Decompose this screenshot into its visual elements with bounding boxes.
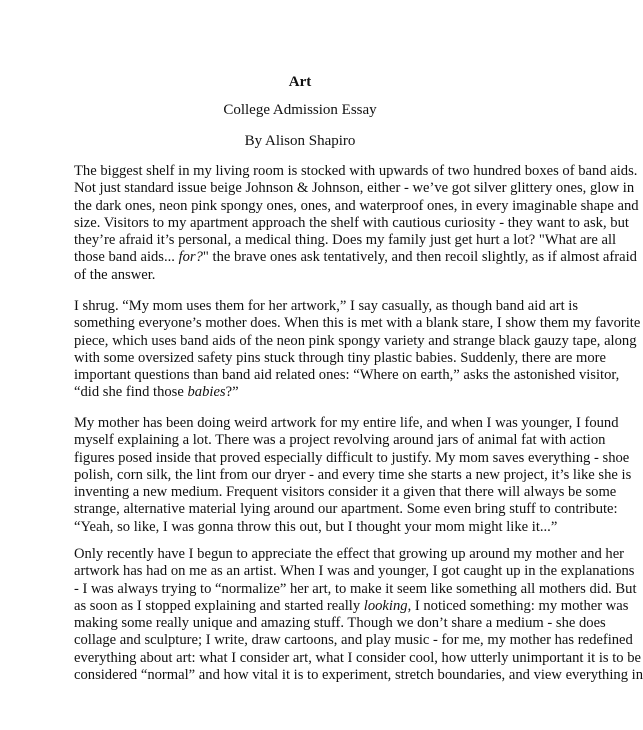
paragraph-line: artwork has had on me as an artist. When I was and younger, I got caught up in the explanations — [74, 563, 635, 580]
paragraph-line — [74, 249, 637, 266]
paragraph-line: inventing a new medium. Frequent visitors consider it a given that there will always be some — [74, 484, 617, 501]
line-text: ?” — [225, 384, 239, 401]
line-text: those band aids... — [74, 249, 179, 266]
paragraph-line: - I was always trying to “normalize” her art, to make it seem like something all mothers did. But — [74, 580, 637, 597]
paragraph-line: the dark ones, neon pink spongy ones, ones, and waterproof ones, in every imaginable shape and — [74, 197, 639, 214]
paragraph-line: important questions than band aid related ones: “Where on earth,” asks the astonished visitor, — [74, 367, 620, 384]
paragraph-line: size. Visitors to my apartment approach the shelf with cautious curiosity - they want to ask, but — [74, 214, 629, 231]
paragraph-1 — [74, 163, 639, 284]
paragraph-line: figures posed inside that proved especially difficult to justify. My mom saves everything - shoe — [74, 449, 630, 466]
paragraph-line: piece, which uses band aids of the neon pink spongy variety and strange black gauzy tape, along — [74, 332, 637, 349]
line-text: " the brave ones ask tentatively, and then recoil slightly, as if almost afraid — [202, 249, 637, 266]
paragraph-line: everything about art: what I consider art, what I consider cool, how utterly unimportant it is to be — [74, 649, 641, 666]
essay-byline: By Alison Shapiro — [244, 133, 356, 149]
paragraph-line: myself explaining a lot. There was a project revolving around jars of animal fat with action — [74, 432, 606, 449]
essay-subtitle: College Admission Essay — [223, 102, 377, 118]
line-text: , I noticed something: my mother was — [407, 597, 629, 614]
paragraph-3 — [74, 415, 632, 536]
paragraph-2 — [74, 298, 641, 402]
paragraph-4 — [74, 546, 643, 684]
essay-title: Art — [288, 74, 312, 90]
paragraph-line: considered “normal” and how vital it is to experiment, stretch boundaries, and view everything in — [74, 667, 643, 684]
paragraph-line: “Yeah, so like, I was gonna throw this out, but I thought your mom might like it...” — [74, 518, 558, 535]
italic-text: for? — [178, 249, 203, 266]
paragraph-line — [74, 384, 554, 401]
italic-text: babies — [187, 384, 226, 401]
italic-text: looking — [363, 597, 408, 614]
paragraph-line: Only recently have I begun to appreciate the effect that growing up around my mother and her — [74, 546, 625, 562]
paragraph-line: of the answer. — [74, 266, 156, 283]
line-text: “did she find those — [74, 384, 188, 401]
paragraph-line: I shrug. “My mom uses them for her artwork,” I say casually, as though band aid art is — [74, 298, 579, 314]
paragraph-line: The biggest shelf in my living room is stocked with upwards of two hundred boxes of band aids. — [74, 163, 638, 179]
paragraph-line: My mother has been doing weird artwork for my entire life, and when I was younger, I found — [74, 415, 619, 431]
paragraph-line: strange, alternative material lying around our apartment. Some even bring stuff to contribute: — [74, 501, 618, 518]
paragraph-line: making some really unique and amazing stuff. Though we don’t share a medium - she does — [74, 615, 606, 632]
paragraph-line: Not just standard issue beige Johnson & Johnson, either - we’ve got silver glittery ones, glow in — [74, 180, 635, 197]
paragraph-line: collage and sculpture; I write, draw cartoons, and play music - for me, my mother has redefined — [74, 632, 633, 649]
paragraph-line: with some oversized safety pins stuck through tiny plastic babies. Suddenly, there are more — [74, 349, 607, 366]
paragraph-line: something everyone’s mother does. When this is met with a blank stare, I show them my favorite — [74, 315, 641, 332]
paragraph-line: they’re afraid it’s personal, a medical thing. Does my family just get hurt a lot? "What are all — [74, 232, 617, 249]
paragraph-line — [74, 597, 629, 615]
paragraph-line: polish, corn silk, the lint from our dryer - and every time she starts a new project, it’s like she is — [74, 466, 632, 483]
line-text: as soon as I stopped explaining and started really — [74, 597, 364, 614]
